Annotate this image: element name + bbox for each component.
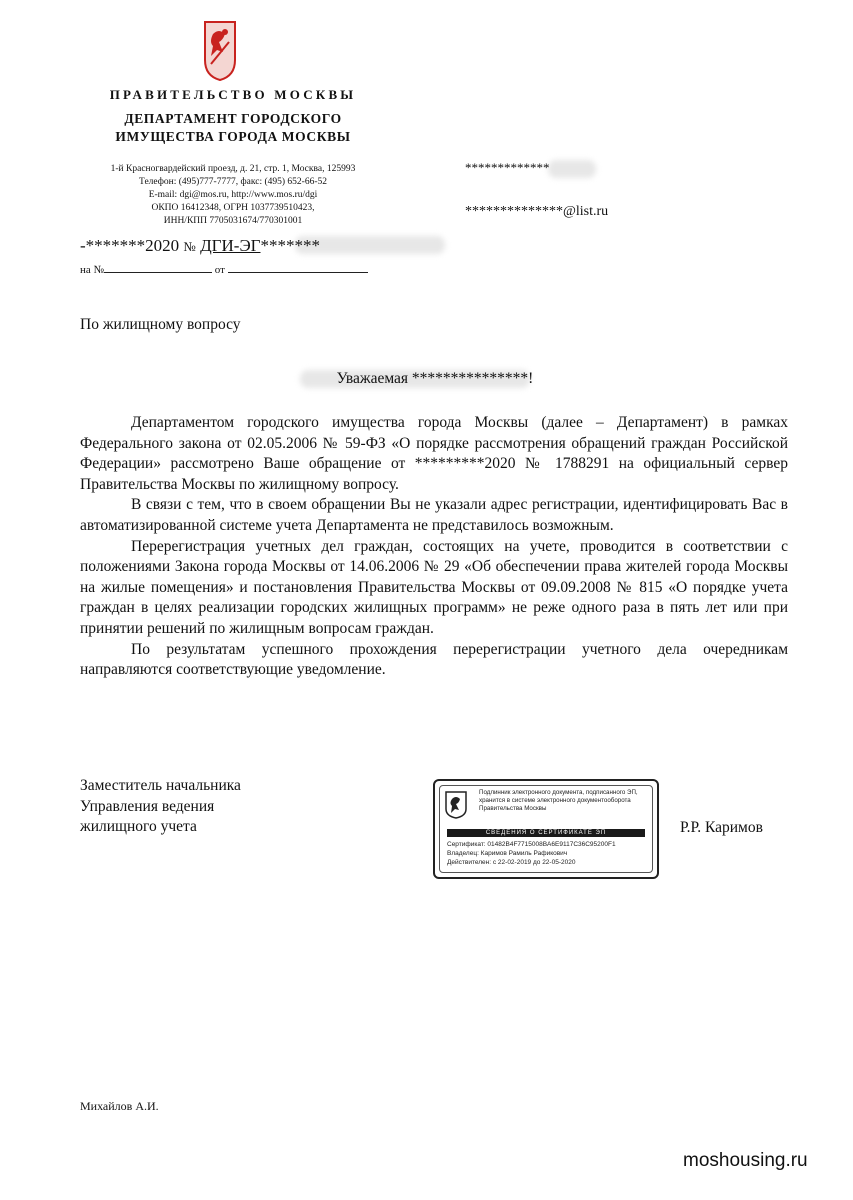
executor-name: Михайлов А.И. (80, 1099, 159, 1113)
registration-date: -*******2020 (80, 236, 180, 255)
contact-block (80, 163, 386, 228)
number-sign: № (183, 239, 196, 254)
signer-title-line: Управления ведения (80, 797, 215, 815)
addressee-email: **************@list.ru (465, 204, 609, 219)
signer-name: Р.Р. Каримов (680, 819, 763, 836)
paragraph: В связи с тем, что в своем обращении Вы не указали адрес регистрации, идентифицировать Вас в автоматизированной системе учета Департамента не представилось возможным. (80, 496, 788, 534)
moscow-coat-of-arms-icon (203, 20, 237, 82)
letter-greeting: Уважаемая ***************! (336, 370, 534, 387)
registration-code: ДГИ-ЭГ (200, 236, 261, 255)
contact-email: E-mail: dgi@mos.ru, http://www.mos.ru/dgi (148, 190, 318, 200)
addressee-name: ************* (465, 160, 550, 175)
reference-line (80, 264, 368, 276)
department-line-2: ИМУЩЕСТВА ГОРОДА МОСКВЫ (115, 129, 351, 144)
department-line-1: ДЕПАРТАМЕНТ ГОРОДСКОГО (124, 111, 342, 126)
paragraph: Департаментом городского имущества города Москвы (далее – Департамент) в рамках Федерального закона от 02.05.2006 № 59-ФЗ «О порядке рассмотрения обращений граждан Российской Федерации» рассмотрено Ваше обращение от *********2020 № 1788291 на официальный сервер Правительства Москвы по жилищному вопросу. (80, 414, 788, 493)
letter-subject: По жилищному вопросу (80, 316, 241, 333)
contact-address: 1-й Красногвардейский проезд, д. 21, стр. 1, Москва, 125993 (110, 164, 356, 174)
stamp-certificate-info: Сертификат: 01482B4F7715008BA6E9117C36C95200F1 Владелец: Каримов Рамиль Рафикович Действителен: с 22-02-2019 до 22-05-2020 (447, 841, 616, 866)
signer-title-line: жилищного учета (80, 818, 197, 835)
reference-ot-label: от (214, 264, 225, 276)
government-title: ПРАВИТЕЛЬСТВО МОСКВЫ (109, 87, 357, 102)
reference-na-label: на № (80, 264, 105, 276)
moscow-emblem-icon (445, 791, 467, 819)
electronic-signature-stamp (433, 779, 659, 879)
signer-title (80, 776, 241, 838)
registration-code-suffix: ******* (260, 236, 320, 255)
contact-inn: ИНН/КПП 7705031674/770301001 (163, 216, 303, 226)
registration-number (80, 236, 320, 256)
signer-title-line: Заместитель начальника (80, 777, 241, 794)
watermark: moshousing.ru (683, 1150, 808, 1171)
stamp-certificate-header: СВЕДЕНИЯ О СЕРТИФИКАТЕ ЭП (447, 829, 645, 837)
contact-okpo: ОКПО 16412348, ОГРН 1037739510423, (151, 203, 315, 213)
stamp-notice: Подлинник электронного документа, подписанного ЭП, хранится в системе электронного документооборота Правительства Москвы (479, 789, 638, 812)
paragraph: По результатам успешного прохождения перерегистрации учетного дела очередникам направляются соответствующие уведомление. (80, 640, 788, 679)
redaction-blur (548, 160, 596, 178)
letter-body (80, 413, 788, 681)
department-title (96, 110, 370, 146)
contact-phone: Телефон: (495)777-7777, факс: (495) 652-66-52 (139, 177, 327, 187)
paragraph: Перерегистрация учетных дел граждан, состоящих на учете, проводится в соответствии с положениями Закона города Москвы от 14.06.2006 № 29 «Об обеспечении права жителей города Москвы на жилые помещения» и постановления Правительства Москвы от 09.09.2008 № 815 «О порядке учета граждан в целях реализации городских жилищных программ» не реже одного раза в пять лет или при принятии решений по жилищным вопросам граждан. (80, 537, 788, 637)
